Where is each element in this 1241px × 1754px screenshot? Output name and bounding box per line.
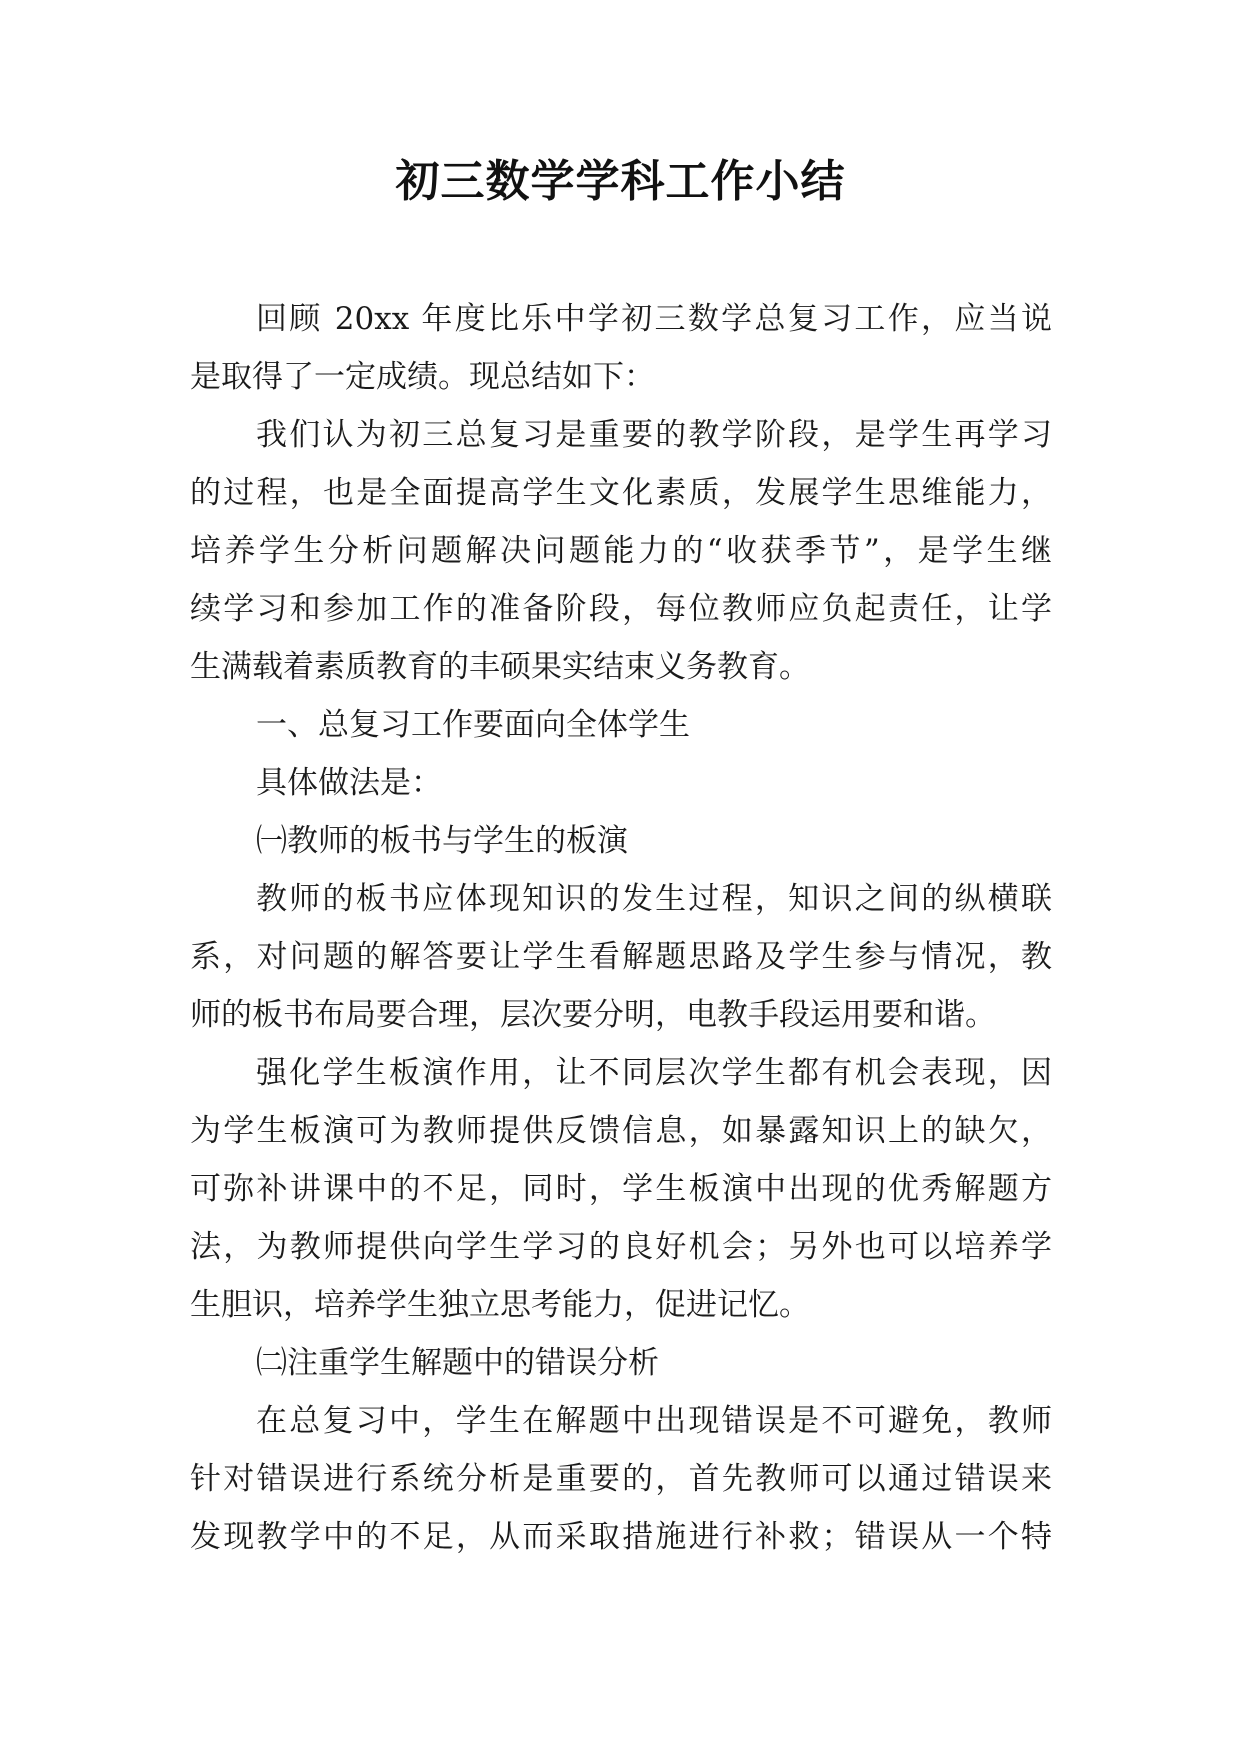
paragraph-line: 的过程，也是全面提高学生文化素质，发展学生思维能力， <box>190 475 1052 511</box>
section-heading: 一、总复习工作要面向全体学生 <box>256 707 690 743</box>
paragraph-line: 培养学生分析问题解决问题能力的“收获季节”，是学生继 <box>190 533 1052 569</box>
subsection-heading: ㈡注重学生解题中的错误分析 <box>256 1345 659 1381</box>
paragraph-line: 可弥补讲课中的不足，同时，学生板演中出现的优秀解题方 <box>190 1171 1052 1207</box>
paragraph-line: 针对错误进行系统分析是重要的，首先教师可以通过错误来 <box>190 1461 1052 1497</box>
paragraph-line: 回顾 20xx 年度比乐中学初三数学总复习工作，应当说 <box>256 301 1052 337</box>
paragraph-line: 生胆识，培养学生独立思考能力，促进记忆。 <box>190 1287 810 1323</box>
paragraph-line: 为学生板演可为教师提供反馈信息，如暴露知识上的缺欠， <box>190 1113 1052 1149</box>
document-title: 初三数学学科工作小结 <box>395 156 846 207</box>
paragraph-line: 师的板书布局要合理，层次要分明，电教手段运用要和谐。 <box>190 997 996 1033</box>
subsection-heading: ㈠教师的板书与学生的板演 <box>256 823 628 859</box>
paragraph-line: 法，为教师提供向学生学习的良好机会；另外也可以培养学 <box>190 1229 1052 1265</box>
paragraph-line: 续学习和参加工作的准备阶段，每位教师应负起责任，让学 <box>190 591 1052 627</box>
paragraph-line: 发现教学中的不足，从而采取措施进行补救；错误从一个特 <box>190 1519 1052 1555</box>
paragraph-line: 生满载着素质教育的丰硕果实结束义务教育。 <box>190 649 810 685</box>
paragraph-line: 强化学生板演作用，让不同层次学生都有机会表现，因 <box>256 1055 1052 1091</box>
paragraph-line: 系，对问题的解答要让学生看解题思路及学生参与情况，教 <box>190 939 1052 975</box>
paragraph-line: 我们认为初三总复习是重要的教学阶段，是学生再学习 <box>256 417 1052 453</box>
paragraph-line: 在总复习中，学生在解题中出现错误是不可避免，教师 <box>256 1403 1052 1439</box>
paragraph-line: 是取得了一定成绩。现总结如下： <box>190 359 655 395</box>
paragraph-line: 具体做法是： <box>256 765 442 801</box>
document-body <box>190 290 1052 1566</box>
paragraph-line: 教师的板书应体现知识的发生过程，知识之间的纵横联 <box>256 881 1052 917</box>
